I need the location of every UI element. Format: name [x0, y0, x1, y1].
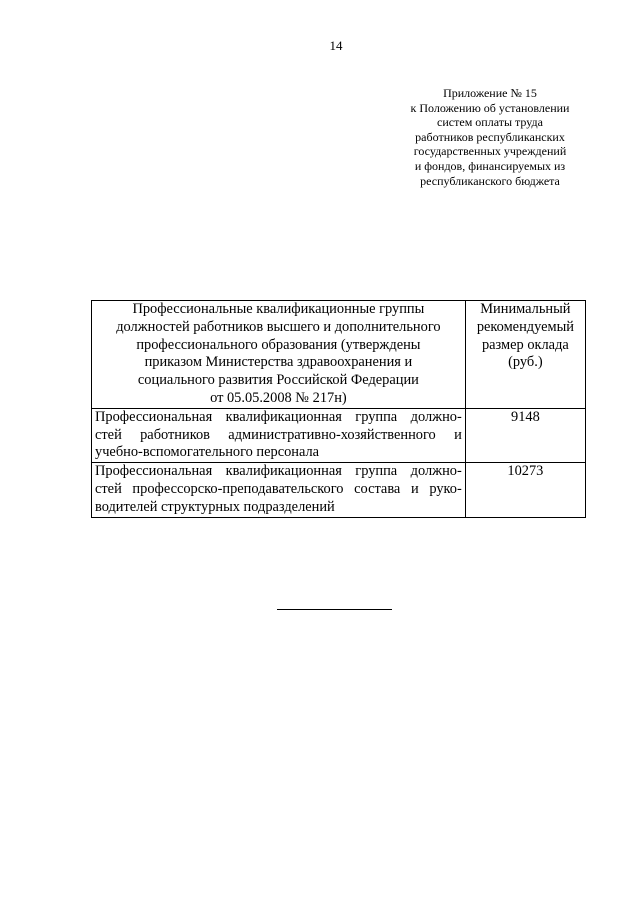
table-row — [92, 463, 586, 517]
group-name-cell — [92, 408, 466, 462]
salary-table — [91, 300, 586, 518]
header-group-line: должностей работников высшего и дополнительного — [116, 318, 441, 335]
appendix-line: систем оплаты труда — [437, 115, 543, 130]
header-salary-line: Минимальный — [480, 301, 571, 317]
group-name-line: стей профессорско-преподавательского состава и руко- — [95, 480, 462, 497]
table-row — [92, 408, 586, 462]
header-salary-line: размер оклада — [481, 336, 569, 353]
appendix-note — [385, 86, 595, 188]
appendix-line: работников республиканских — [415, 129, 565, 144]
header-salary-cell — [465, 301, 585, 409]
appendix-line: республиканского бюджета — [420, 173, 560, 188]
group-name-line: учебно-вспомогательного персонала — [95, 444, 320, 461]
header-group-line: профессионального образования (утверждены — [136, 336, 421, 353]
header-group-cell — [92, 301, 466, 409]
group-name-line: стей работников административно-хозяйственного и — [95, 426, 462, 443]
appendix-line: к Положению об установлении — [410, 100, 570, 115]
page-number: 14 — [329, 38, 343, 53]
group-name-cell — [92, 463, 466, 517]
group-name-line: водителей структурных подразделений — [95, 498, 335, 515]
header-group-line: приказом Министерства здравоохранения и — [144, 354, 413, 371]
group-name-line: Профессиональная квалификационная группа должно- — [95, 408, 462, 425]
appendix-line: государственных учреждений — [413, 144, 567, 159]
table-header-row — [92, 301, 586, 409]
header-salary-line: (руб.) — [508, 354, 543, 371]
appendix-line: Приложение № 15 — [443, 86, 537, 100]
end-separator-line — [277, 609, 392, 610]
salary-value-cell: 9148 — [465, 408, 585, 462]
header-salary-line: рекомендуемый — [476, 318, 574, 335]
header-group-line: от 05.05.2008 № 217н) — [210, 389, 347, 406]
appendix-line: и фондов, финансируемых из — [414, 158, 566, 173]
group-name-line: Профессиональная квалификационная группа должно- — [95, 463, 462, 480]
header-group-line: Профессиональные квалификационные группы — [132, 301, 425, 317]
salary-value-cell: 10273 — [465, 463, 585, 517]
header-group-line: социального развития Российской Федерации — [137, 372, 419, 389]
